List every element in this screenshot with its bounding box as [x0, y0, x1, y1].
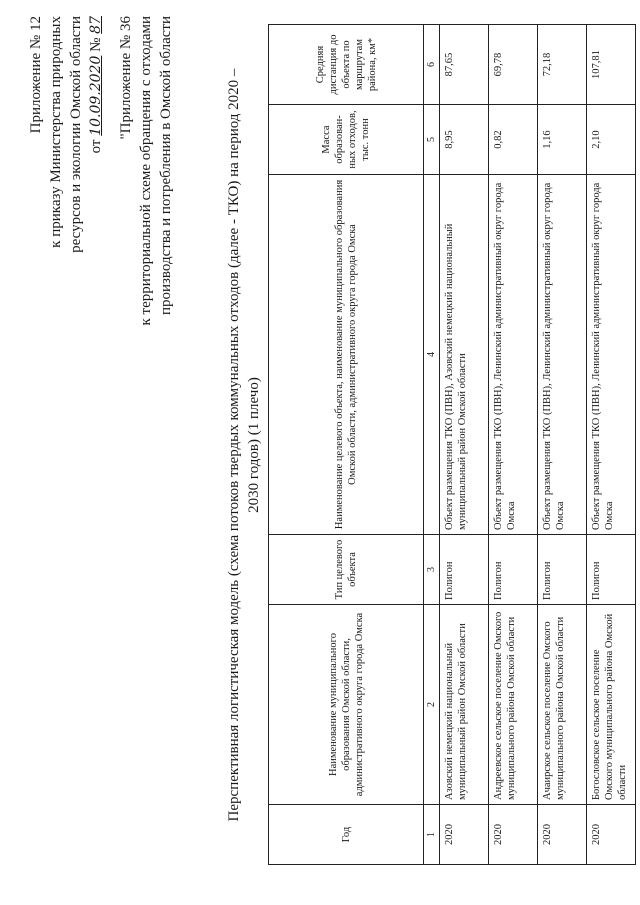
column-number: 1	[424, 805, 440, 865]
cell-object-type: Полигон	[538, 535, 587, 605]
logistics-table	[268, 24, 636, 865]
order-line-2: ресурсов и экологии Омской области	[68, 16, 84, 253]
cell-object-type: Полигон	[587, 535, 636, 605]
cell-mass: 8,95	[440, 105, 489, 175]
cell-distance: 69,78	[489, 25, 538, 105]
cell-municipality: Азовский немецкий национальный муниципальный район Омской области	[440, 605, 489, 805]
cell-year: 2020	[538, 805, 587, 865]
column-number: 4	[424, 175, 440, 535]
order-from-label: от	[88, 139, 104, 154]
cell-distance: 72,18	[538, 25, 587, 105]
cell-municipality: Ачаирское сельское поселение Омского муниципального района Омской области	[538, 605, 587, 805]
header-target-object: Наименование целевого объекта, наименование муниципального образования Омской области, административного округа города Омска	[269, 175, 424, 535]
appendix-reference	[116, 16, 176, 576]
header-distance: Средняя дистанция до объекта по маршрутам района, км*	[269, 25, 424, 105]
appendix-number: Приложение № 12	[28, 16, 44, 134]
column-number: 6	[424, 25, 440, 105]
cell-target-object: Объект размещения ТКО (ПВН), Ленинский административный округ города Омска	[587, 175, 636, 535]
column-number: 3	[424, 535, 440, 605]
column-number: 2	[424, 605, 440, 805]
table-header-row	[269, 25, 424, 865]
table-row	[440, 25, 489, 865]
order-number: 87	[88, 16, 104, 34]
header-municipality: Наименование муниципального образования Омской области, административного округа города Омска	[269, 605, 424, 805]
cell-year: 2020	[587, 805, 636, 865]
order-date: 10.09.2020	[88, 55, 104, 136]
cell-target-object: Объект размещения ТКО (ПВН), Ленинский административный округ города Омска	[538, 175, 587, 535]
header-object-type: Тип целевого объекта	[269, 535, 424, 605]
cell-distance: 107,81	[587, 25, 636, 105]
column-number: 5	[424, 105, 440, 175]
table-row	[587, 25, 636, 865]
cell-mass: 2,10	[587, 105, 636, 175]
cell-target-object: Объект размещения ТКО (ПВН), Ленинский административный округ города Омска	[489, 175, 538, 535]
cell-year: 2020	[489, 805, 538, 865]
cell-municipality: Богословское сельское поселение Омского муниципального района Омской области	[587, 605, 636, 805]
title-line-2: 2030 годов) (1 плечо)	[246, 377, 262, 513]
table-row	[538, 25, 587, 865]
order-line-1: к приказу Министерства природных	[48, 16, 64, 248]
order-header	[26, 16, 106, 376]
column-number-row	[424, 25, 440, 865]
document-title	[224, 25, 264, 865]
table-row	[489, 25, 538, 865]
appendix-reference-line-2: к территориальной схеме обращения с отходами	[138, 16, 154, 326]
order-date-line	[86, 16, 106, 376]
appendix-reference-line-1: "Приложение № 36	[118, 16, 134, 140]
cell-object-type: Полигон	[489, 535, 538, 605]
cell-object-type: Полигон	[440, 535, 489, 605]
cell-distance: 87,65	[440, 25, 489, 105]
cell-mass: 0,82	[489, 105, 538, 175]
title-line-1: Перспективная логистическая модель (схема потоков твердых коммунальных отходов (далее - ТКО) на период 2020 –	[226, 68, 242, 822]
order-number-label: №	[88, 37, 104, 52]
appendix-reference-line-3: производства и потребления в Омской области	[158, 16, 174, 316]
cell-mass: 1,16	[538, 105, 587, 175]
cell-municipality: Андреевское сельское поселение Омского муниципального района Омской области	[489, 605, 538, 805]
header-mass: Масса образован-ных отходов, тыс. тонн	[269, 105, 424, 175]
cell-target-object: Объект размещения ТКО (ПВН), Азовский немецкий национальный муниципальный район Омской области	[440, 175, 489, 535]
header-year: Год	[269, 805, 424, 865]
cell-year: 2020	[440, 805, 489, 865]
